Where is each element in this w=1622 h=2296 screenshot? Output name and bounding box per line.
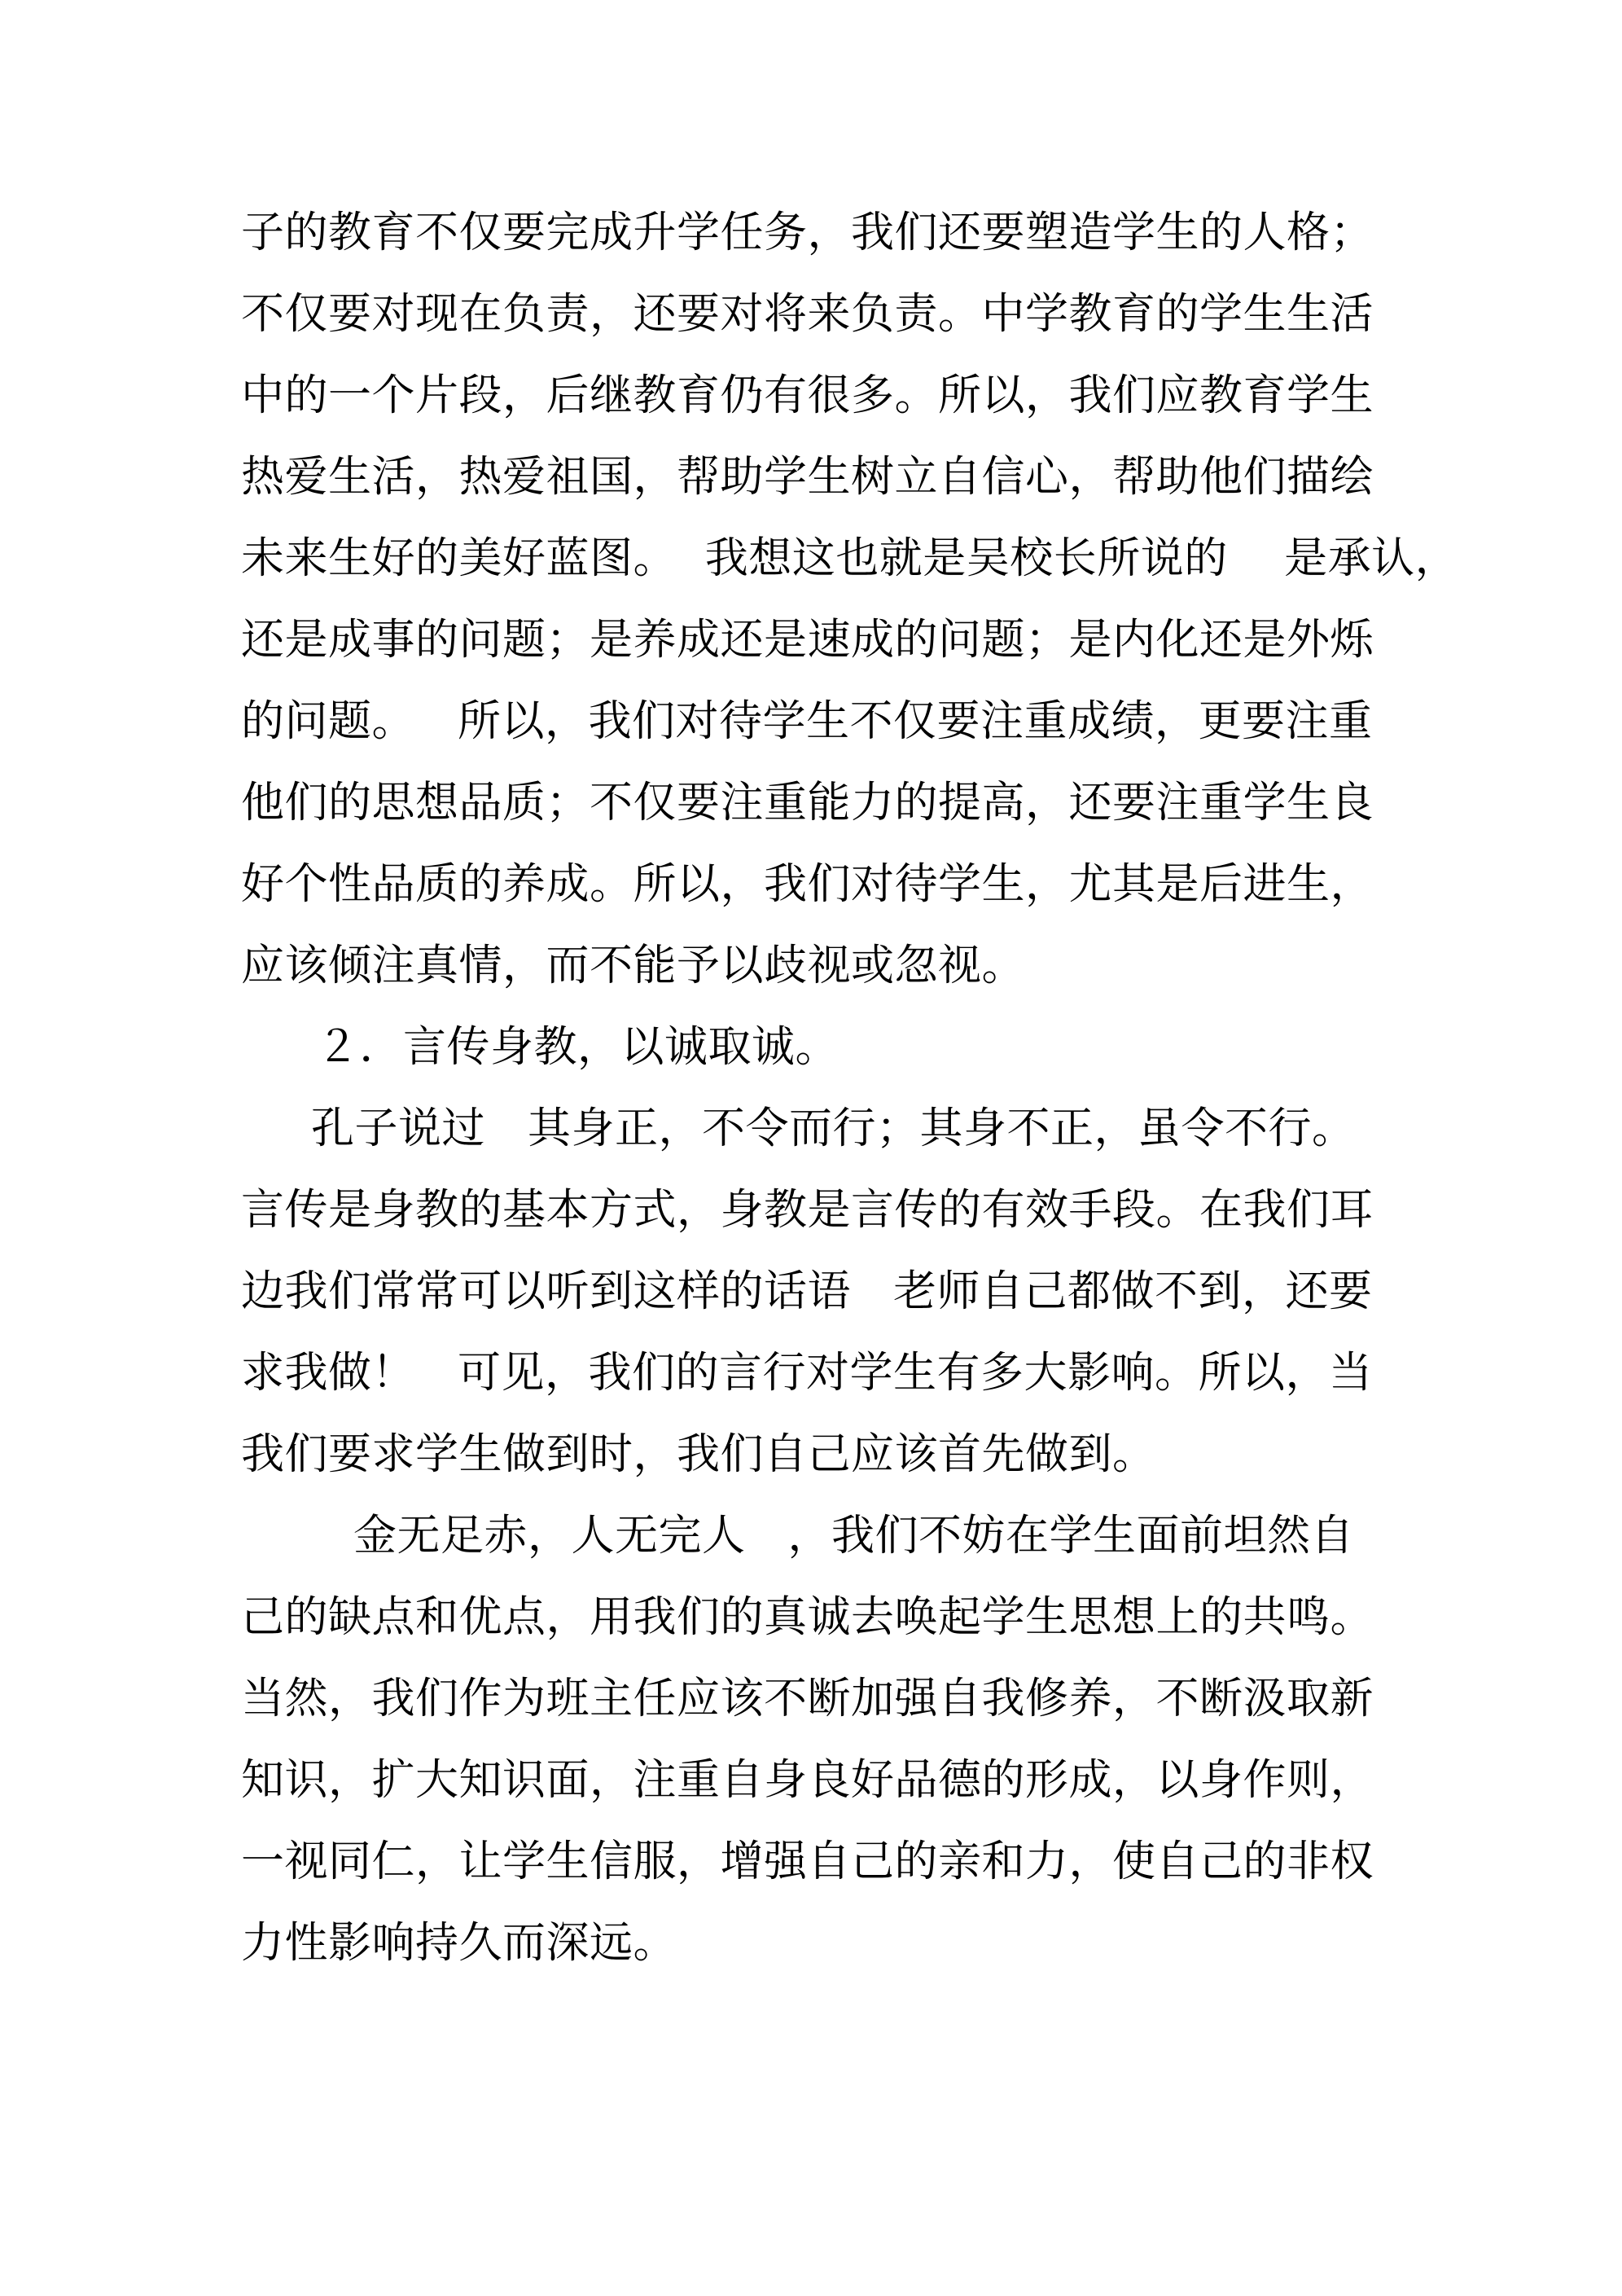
text-line: 好个性品质的养成。所以，我们对待学生，尤其是后进生， xyxy=(241,859,1374,909)
text-line: 不仅要对现在负责，还要对将来负责。中学教育的学生生活 xyxy=(241,289,1374,339)
text-line: 应该倾注真情，而不能予以歧视或忽视。 xyxy=(241,941,1025,990)
text-line: 的问题。 所以，我们对待学生不仅要注重成绩，更要注重 xyxy=(241,696,1373,746)
text-line: 边我们常常可以听到这样的话语 老师自己都做不到，还要 xyxy=(241,1267,1373,1316)
text-line: 一视同仁，让学生信服，增强自己的亲和力，使自己的非权 xyxy=(241,1837,1374,1886)
text-line: 我们要求学生做到时，我们自己应该首先做到。 xyxy=(241,1429,1156,1479)
text-line: 金无足赤，人无完人 ，我们不妨在学生面前坦然自 xyxy=(353,1511,1355,1561)
text-line: 己的缺点和优点，用我们的真诚去唤起学生思想上的共鸣。 xyxy=(241,1592,1374,1642)
text-line: 他们的思想品质；不仅要注重能力的提高，还要注重学生良 xyxy=(241,778,1374,828)
text-line: 热爱生活，热爱祖国，帮助学生树立自信心，帮助他们描绘 xyxy=(241,452,1374,502)
text-line: 求我做！ 可见，我们的言行对学生有多大影响。所以，当 xyxy=(241,1348,1373,1398)
text-line: 未来生好的美好蓝图。 我想这也就是吴校长所说的 是承认， xyxy=(241,533,1459,583)
text-line: 言传是身教的基本方式，身教是言传的有效手段。在我们耳 xyxy=(241,1185,1374,1235)
text-line: 子的教育不仅要完成升学任务，我们还要塑造学生的人格； xyxy=(241,208,1374,257)
text-line: 当然，我们作为班主任应该不断加强自我修养，不断汲取新 xyxy=(241,1674,1374,1723)
text-line: 力性影响持久而深远。 xyxy=(241,1918,677,1968)
text-line: 孔子说过 其身正，不令而行；其身不正，虽令不行。 xyxy=(311,1104,1356,1153)
numbered-heading-line: ２．言传身教，以诚取诚。 xyxy=(316,1022,839,1072)
text-line: 知识，扩大知识面，注重自身良好品德的形成，以身作则， xyxy=(241,1755,1374,1805)
text-line: 中的一个片段，后继教育仍有很多。所以，我们应教育学生 xyxy=(241,371,1374,420)
text-line: 还是成事的问题；是养成还是速成的问题；是内化还是外烁 xyxy=(241,615,1374,665)
